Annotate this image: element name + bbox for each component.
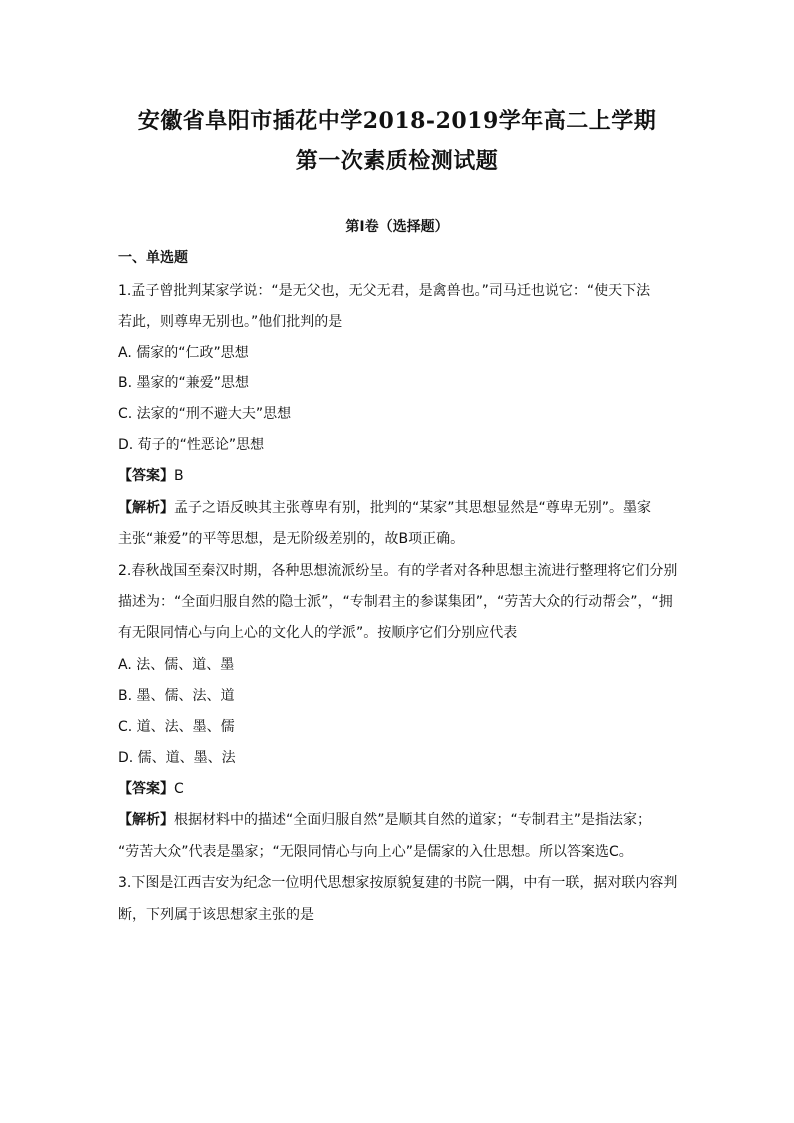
q1-answer-label: 【答案】 (118, 468, 174, 484)
q1-option-b: B. 墨家的“兼爱”思想 (118, 375, 250, 391)
q2-answer-value: C (174, 781, 184, 797)
q1-option-d: D. 荀子的“性恶论”思想 (118, 437, 265, 453)
q2-option-a: A. 法、儒、道、墨 (118, 657, 235, 673)
q1-answer (118, 466, 678, 486)
q2-answer-label: 【答案】 (118, 781, 174, 797)
question-type-heading: 一、单选题 (118, 250, 188, 266)
q2-option-d: D. 儒、道、墨、法 (118, 750, 236, 766)
q2-analysis-line1 (118, 810, 678, 830)
q1-analysis-line1 (118, 498, 678, 518)
section-title: 第Ⅰ卷（选择题） (345, 219, 449, 235)
q3-stem-line1: 3.下图是江西吉安为纪念一位明代思想家按原貌复建的书院一隅，中有一联，据对联内容判 (118, 875, 678, 891)
q2-analysis-line2: “劳苦大众”代表是墨家；“无限同情心与向上心”是儒家的入仕思想。所以答案选C。 (118, 844, 633, 860)
q1-analysis-text: 孟子之语反映其主张尊卑有别，批判的“某家”其思想显然是“尊卑无别”。墨家 (174, 500, 652, 516)
q1-stem-line2: 若此，则尊卑无别也。”他们批判的是 (118, 314, 343, 330)
q2-option-b: B. 墨、儒、法、道 (118, 688, 235, 704)
q1-analysis-line2: 主张“兼爱”的平等思想，是无阶级差别的，故B项正确。 (118, 531, 465, 547)
q2-option-c: C. 道、法、墨、儒 (118, 719, 235, 735)
q1-stem-line1: 1.孟子曾批判某家学说：“是无父也，无父无君，是禽兽也。”司马迁也说它：“使天下法 (118, 283, 651, 299)
q1-answer-value: B (174, 468, 184, 484)
q2-stem-line1: 2.春秋战国至秦汉时期，各种思想流派纷呈。有的学者对各种思想主流进行整理将它们分别 (118, 563, 678, 579)
q1-option-c: C. 法家的“刑不避大夫”思想 (118, 406, 292, 422)
q2-stem-line3: 有无限同情心与向上心的文化人的学派”。按顺序它们分别应代表 (118, 625, 518, 641)
document-title-line1: 安徽省阜阳市插花中学2018-2019学年高二上学期 (137, 108, 657, 134)
q1-option-a: A. 儒家的“仁政”思想 (118, 345, 249, 361)
q1-analysis-label: 【解析】 (118, 500, 174, 516)
q2-answer (118, 779, 678, 799)
q2-stem-line2: 描述为：“全面归服自然的隐士派”，“专制君主的参谋集团”，“劳苦大众的行动帮会”，“拥 (118, 594, 673, 610)
document-title-line2: 第一次素质检测试题 (295, 148, 499, 174)
q2-analysis-label: 【解析】 (118, 812, 174, 828)
q2-analysis-text: 根据材料中的描述“全面归服自然”是顺其自然的道家；“专制君主”是指法家； (174, 812, 652, 828)
q3-stem-line2: 断，下列属于该思想家主张的是 (118, 907, 314, 923)
